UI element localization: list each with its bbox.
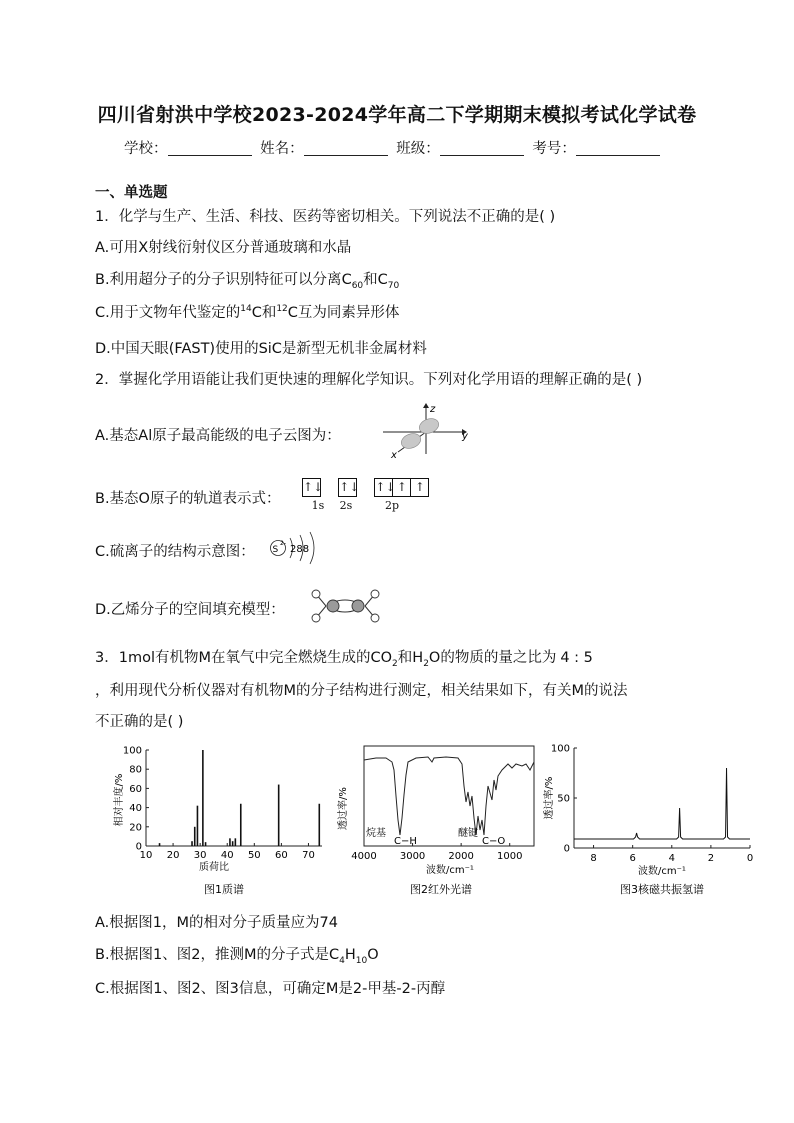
q1-c-post: 互为同素异形体 xyxy=(297,305,400,321)
fig1-ytick-label: 60 xyxy=(129,783,142,795)
name-label: 姓名： xyxy=(260,141,304,157)
q1-c-c: C xyxy=(251,305,262,321)
fig3-xtick-label: 4 xyxy=(668,853,675,864)
orbital-diagram xyxy=(302,476,428,512)
q3-b-c: C xyxy=(329,947,340,963)
fig1-caption: 图1质谱 xyxy=(204,883,244,896)
fig3-ytick-label: 100 xyxy=(550,743,570,755)
axis-z-label: z xyxy=(430,404,436,415)
q1-c-sup12: 12 xyxy=(276,304,288,315)
name-blank[interactable] xyxy=(304,141,388,156)
q3-option-a: A.根据图1，M的相对分子质量应为74 xyxy=(95,915,338,931)
q3-stem-line1 xyxy=(95,646,593,669)
fig2-annot-co: C−O xyxy=(482,836,506,847)
q1-c-and: 和 xyxy=(261,305,277,321)
fig3-xtick-label: 8 xyxy=(590,853,597,864)
q3-b-sub4: 4 xyxy=(339,955,345,966)
q1-b-and: 和 xyxy=(363,272,378,288)
q3-h-sub: 2 xyxy=(423,658,429,669)
q3-b-sub10: 10 xyxy=(355,955,368,966)
label-2p: 2p xyxy=(384,499,400,512)
fig1-xtick-label: 50 xyxy=(247,850,261,861)
orbital-labels xyxy=(302,499,428,512)
q3-h: H xyxy=(412,650,424,666)
fig2-spectrum-line xyxy=(364,757,534,835)
fig2-annot-alkyl: 烷基 xyxy=(366,828,386,839)
q1-option-a: A.可用X射线衍射仪区分普通玻璃和水晶 xyxy=(95,240,352,256)
fig3-spectrum-line xyxy=(574,768,750,839)
q2-option-a: A.基态Al原子最高能级的电子云图为： xyxy=(95,428,341,444)
q3-b-text: B.根据图1、图2，推测M的分子式是 xyxy=(95,947,330,963)
axis-y-label: y xyxy=(462,431,468,442)
q1-c-c2: C xyxy=(287,305,298,321)
fig1-xtick-label: 20 xyxy=(166,850,180,861)
q1-option-d: D.中国天眼(FAST)使用的SiC是新型无机非金属材料 xyxy=(95,341,427,357)
q3-b-h: H xyxy=(344,947,356,963)
fig3-nmr-spectrum xyxy=(540,740,760,900)
sulfide-charge: 2- xyxy=(280,540,286,547)
fig2-xtick-label: 1000 xyxy=(496,851,523,862)
exam-title: 四川省射洪中学校2023-2024学年高二下学期期末模拟考试化学试卷 xyxy=(97,104,697,126)
q1-b-c: C xyxy=(341,272,352,288)
q3-stem-line3: 不正确的是( ) xyxy=(95,714,184,730)
q1-stem: 1．化学与生产、生活、科技、医药等密切相关。下列说法不正确的是( ) xyxy=(95,209,556,225)
fig3-ytick-label: 0 xyxy=(563,843,570,855)
q1-b-sub60: 60 xyxy=(351,280,364,291)
fig3-ylabel: 透过率/% xyxy=(544,776,555,820)
q3-option-c: C.根据图1、图2、图3信息，可确定M是2-甲基-2-丙醇 xyxy=(95,981,446,997)
school-label: 学校： xyxy=(124,141,168,157)
axis-x-label: x xyxy=(391,450,397,461)
fig1-xtick-label: 70 xyxy=(302,850,315,861)
fig3-xtick-label: 0 xyxy=(746,853,754,864)
q1-option-c xyxy=(95,301,399,322)
class-label: 班级： xyxy=(396,141,440,157)
q3-b-o: O xyxy=(367,947,379,963)
fig2-ylabel: 透过率/% xyxy=(338,787,349,830)
orbital-2s-box: ↑↓ xyxy=(338,478,357,497)
q3-option-b xyxy=(95,943,379,966)
sulfide-shells: 288 xyxy=(290,544,310,555)
q3-co-sub: 2 xyxy=(392,658,398,669)
q2-option-c: C.硫离子的结构示意图： xyxy=(95,544,255,560)
fig3-xtick-label: 2 xyxy=(707,853,715,864)
q3-stem-text1: 3．1mol有机物M在氧气中完全燃烧生成的 xyxy=(95,650,371,666)
fig3-xtick-label: 6 xyxy=(629,853,636,864)
sulfide-ion-diagram xyxy=(268,530,330,570)
ethylene-model xyxy=(308,586,388,626)
number-label: 考号： xyxy=(532,141,576,157)
q1-b-c2: C xyxy=(377,272,388,288)
label-2s: 2s xyxy=(339,499,353,512)
sulfide-symbol: S xyxy=(272,545,279,555)
fig1-xtick-label: 10 xyxy=(139,850,153,861)
q3-and: 和 xyxy=(397,650,413,666)
fig1-ytick-label: 100 xyxy=(122,745,142,757)
q3-stem-line2: ，利用现代分析仪器对有机物M的分子结构进行测定，相关结果如下，有关M的说法 xyxy=(95,683,628,699)
fig2-caption: 图2红外光谱 xyxy=(410,883,472,896)
q1-c-sup14: 14 xyxy=(240,304,252,315)
fig1-xtick-label: 60 xyxy=(275,850,288,861)
school-blank[interactable] xyxy=(168,141,252,156)
q1-b-text: B.利用超分子的分子识别特征可以分离 xyxy=(95,272,342,288)
q3-co: CO xyxy=(370,650,393,666)
q2-stem: 2．掌握化学用语能让我们更快速的理解化学知识。下列对化学用语的理解正确的是( ) xyxy=(95,372,643,388)
fig2-annot-ether: 醚键 xyxy=(458,828,478,839)
q2-option-b: B.基态O原子的轨道表示式： xyxy=(95,491,281,507)
class-blank[interactable] xyxy=(440,141,524,156)
fig1-ytick-label: 40 xyxy=(129,803,142,815)
fig3-caption: 图3核磁共振氢谱 xyxy=(620,883,704,896)
fig2-xtick-label: 2000 xyxy=(448,851,474,862)
q3-o: O xyxy=(428,650,441,666)
orbital-2p-box2: ↑ xyxy=(392,478,411,497)
fig1-xlabel: 质荷比 xyxy=(199,862,229,873)
p-orbital-figure xyxy=(378,400,470,462)
fig1-ytick-label: 80 xyxy=(129,764,142,776)
orbital-2p-box3: ↑ xyxy=(410,478,429,497)
fig3-ytick-label: 50 xyxy=(557,793,570,805)
fig2-ir-spectrum xyxy=(336,740,542,900)
orbital-1s-box: ↑↓ xyxy=(302,478,321,497)
orbital-2p-box1: ↑↓ xyxy=(374,478,393,497)
section-heading: 一、单选题 xyxy=(95,185,168,201)
fig2-annot-ch: C−H xyxy=(394,836,417,847)
q2-option-d: D.乙烯分子的空间填充模型： xyxy=(95,602,285,618)
fig1-xtick-label: 30 xyxy=(193,850,207,861)
q1-option-b xyxy=(95,268,399,291)
student-info-line xyxy=(124,137,664,158)
fig1-xtick-label: 40 xyxy=(220,850,234,861)
label-1s: 1s xyxy=(311,499,325,512)
fig3-xlabel: 波数/cm⁻¹ xyxy=(638,866,686,877)
fig2-xtick-label: 3000 xyxy=(399,851,426,862)
fig2-frame xyxy=(364,746,534,846)
number-blank[interactable] xyxy=(576,141,660,156)
fig1-ylabel: 相对丰度/% xyxy=(114,773,125,827)
fig1-mass-spectrum xyxy=(100,740,330,900)
q3-stem-text2: 的物质的量之比为 xyxy=(440,650,557,666)
fig2-xtick-label: 4000 xyxy=(351,851,377,862)
fig1-ytick-label: 20 xyxy=(129,822,142,834)
q1-b-sub70: 70 xyxy=(387,280,400,291)
fig1-ytick-label: 0 xyxy=(135,841,142,853)
q3-ratio: 4 : 5 xyxy=(560,650,593,666)
q1-c-text: C.用于文物年代鉴定的 xyxy=(95,305,241,321)
fig2-xlabel: 波数/cm⁻¹ xyxy=(426,865,474,876)
